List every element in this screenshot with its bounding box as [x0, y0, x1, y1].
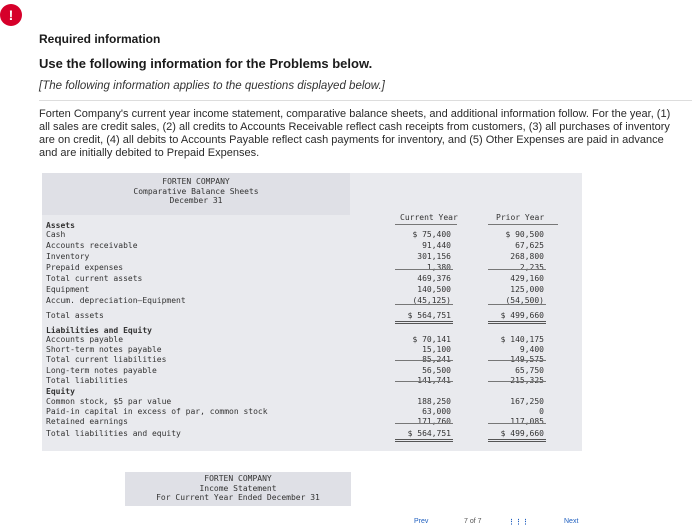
- company-name: FORTEN COMPANY: [162, 177, 230, 186]
- balance-row-label: Equipment: [46, 285, 90, 294]
- prior-year-value: 125,000: [510, 285, 544, 294]
- current-year-value: 15,100: [422, 345, 451, 354]
- balance-row-label: Liabilities and Equity: [46, 326, 152, 335]
- balance-row-label: Total liabilities: [46, 376, 128, 385]
- total-rule: [395, 269, 453, 270]
- current-year-value: $ 70,141: [412, 335, 451, 344]
- balance-row-label: Paid-in capital in excess of par, common stock: [46, 407, 268, 416]
- balance-row-label: Short-term notes payable: [46, 345, 162, 354]
- prior-year-value: 117,085: [510, 417, 544, 426]
- prior-year-value: 0: [539, 407, 544, 416]
- balance-sheet-header: [42, 173, 350, 215]
- grid-icon[interactable]: ⋮⋮⋮: [508, 519, 529, 526]
- current-year-value: 188,250: [417, 397, 451, 406]
- current-year-value: 85,241: [422, 355, 451, 364]
- balance-row-label: Total assets: [46, 311, 104, 320]
- total-rule: [488, 321, 546, 324]
- current-year-value: 469,376: [417, 274, 451, 283]
- total-rule: [488, 269, 546, 270]
- total-rule: [395, 423, 453, 424]
- balance-row-label: Prepaid expenses: [46, 263, 124, 272]
- balance-row-label: Assets: [46, 221, 75, 230]
- balance-sheet-table: [42, 173, 582, 451]
- problems-subheading: Use the following information for the Problems below.: [39, 56, 373, 71]
- total-rule: [488, 381, 546, 382]
- total-rule: [395, 360, 453, 361]
- balance-row-label: Accum. depreciation—Equipment: [46, 296, 186, 305]
- header-spacer: [350, 173, 582, 215]
- total-rule: [488, 423, 546, 424]
- pagination-bar: [380, 516, 700, 527]
- balance-row-label: Accounts payable: [46, 335, 124, 344]
- balance-row-label: Retained earnings: [46, 417, 128, 426]
- current-year-value: 56,500: [422, 366, 451, 375]
- divider: [39, 100, 692, 101]
- balance-row-label: Accounts receivable: [46, 241, 138, 250]
- current-year-value: 91,440: [422, 241, 451, 250]
- prev-button[interactable]: Prev: [414, 518, 429, 525]
- prior-year-value: $ 499,660: [500, 429, 544, 438]
- column-header-prior: Prior Year: [496, 213, 545, 222]
- total-rule: [395, 304, 453, 305]
- income-statement-period: For Current Year Ended December 31: [156, 493, 320, 502]
- prior-year-value: $ 90,500: [505, 230, 544, 239]
- total-rule: [488, 439, 546, 442]
- balance-row-label: Long-term notes payable: [46, 366, 157, 375]
- next-button[interactable]: Next: [564, 518, 579, 525]
- prior-year-value: $ 140,175: [500, 335, 544, 344]
- prior-year-value: 2,235: [519, 263, 544, 272]
- problem-description: Forten Company's current year income statement, comparative balance sheets, and additional information follow. For the year, (1) all sales are credit sales, (2) all credits to Accounts Receivable reflect cash receipts from customers, (3) all purchases of inventory are on credit, (4) all debits to Accounts Payable reflect cash payments for inventory, and (5) Other Expenses are paid in advance and are initially debited to Prepaid Expenses.: [39, 108, 671, 159]
- prior-year-value: (54,500): [505, 296, 544, 305]
- required-information-heading: Required information: [39, 32, 161, 46]
- prior-year-value: 268,800: [510, 252, 544, 261]
- current-year-value: $ 75,400: [412, 230, 451, 239]
- prior-year-value: 429,160: [510, 274, 544, 283]
- prior-year-value: 65,750: [515, 366, 544, 375]
- total-rule: [395, 439, 453, 442]
- income-statement-title: Income Statement: [199, 483, 277, 493]
- current-year-value: 1,380: [426, 263, 451, 272]
- alert-icon: !: [0, 4, 22, 26]
- column-header-current: Current Year: [400, 213, 458, 222]
- prior-year-value: 167,250: [510, 397, 544, 406]
- current-year-value: 140,500: [417, 285, 451, 294]
- current-year-value: (45,125): [412, 296, 451, 305]
- prior-year-value: 215,325: [510, 376, 544, 385]
- prior-year-value: 9,400: [519, 345, 544, 354]
- total-rule: [395, 321, 453, 324]
- header-rule-current: [395, 224, 457, 225]
- prior-year-value: $ 499,660: [500, 311, 544, 320]
- income-company-name: FORTEN COMPANY: [204, 474, 272, 483]
- current-year-value: 171,760: [417, 417, 451, 426]
- current-year-value: $ 564,751: [407, 429, 451, 438]
- current-year-value: 301,156: [417, 252, 451, 261]
- balance-row-label: Total current assets: [46, 274, 143, 283]
- balance-row-label: Total liabilities and equity: [46, 429, 181, 438]
- current-year-value: 63,000: [422, 407, 451, 416]
- balance-row-label: Equity: [46, 387, 75, 396]
- header-rule-prior: [488, 224, 558, 225]
- page-indicator: 7 of 7: [464, 518, 482, 525]
- balance-row-label: Total current liabilities: [46, 355, 167, 364]
- income-statement-header: [125, 472, 351, 506]
- prior-year-value: 67,625: [515, 241, 544, 250]
- total-rule: [395, 381, 453, 382]
- prior-year-value: 149,575: [510, 355, 544, 364]
- balance-row-label: Common stock, $5 par value: [46, 397, 172, 406]
- total-rule: [488, 304, 546, 305]
- balance-row-label: Inventory: [46, 252, 90, 261]
- current-year-value: 141,741: [417, 376, 451, 385]
- info-note: [The following information applies to the questions displayed below.]: [39, 80, 385, 92]
- total-rule: [488, 360, 546, 361]
- statement-date: December 31: [169, 196, 223, 205]
- balance-row-label: Cash: [46, 230, 66, 239]
- statement-title: Comparative Balance Sheets: [133, 186, 259, 196]
- current-year-value: $ 564,751: [407, 311, 451, 320]
